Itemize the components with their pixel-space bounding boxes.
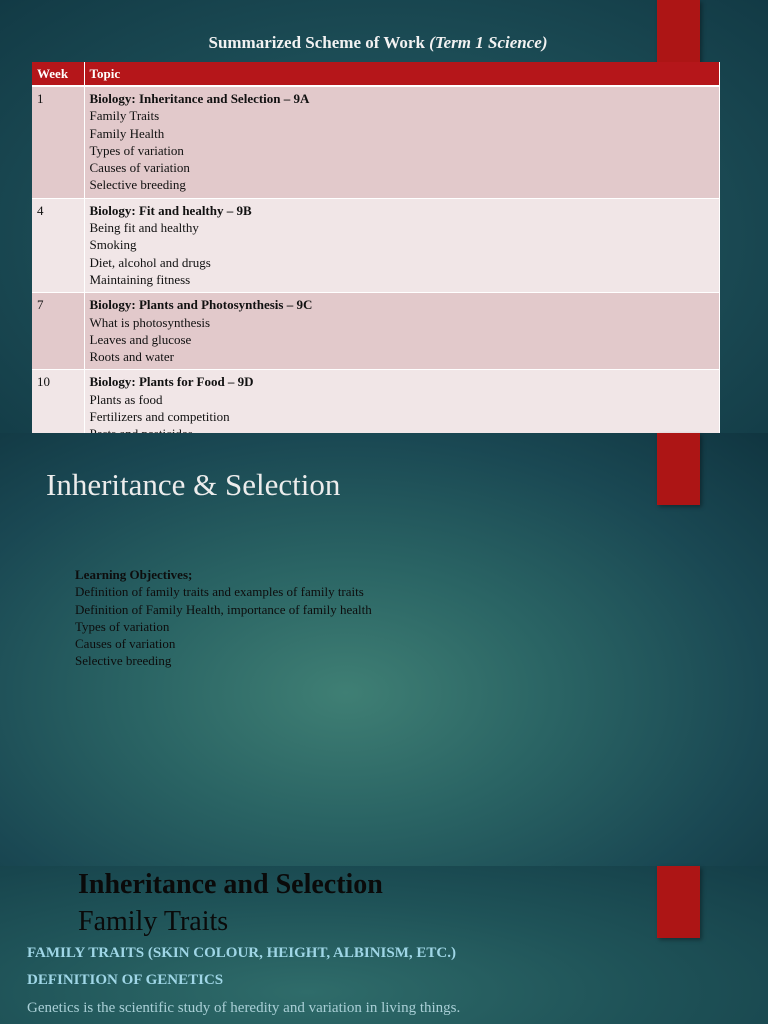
topic-item: Types of variation [89, 142, 184, 158]
week-cell: 4 [32, 198, 84, 292]
week-cell: 10 [32, 370, 84, 447]
topic-item: Being fit and healthy [89, 220, 199, 236]
title-italic: (Term 1 Science) [429, 33, 548, 52]
objective-item: Causes of variation [75, 636, 176, 652]
topic-heading: Biology: Fit and healthy – 9B [89, 202, 252, 218]
slide-title [0, 33, 756, 53]
objective-item: Selective breeding [75, 653, 172, 669]
week-cell: 1 [32, 86, 84, 198]
topic-item: Maintaining fitness [89, 271, 191, 287]
section-heading: FAMILY TRAITS (SKIN COLOUR, HEIGHT, ALBINISM, ETC.) [27, 945, 456, 961]
objective-item: Types of variation [75, 618, 170, 634]
objective-item: Definition of family traits and examples of family traits [75, 584, 364, 600]
topic-heading: Biology: Plants and Photosynthesis – 9C [89, 297, 313, 313]
topic-item: Family Traits [89, 108, 160, 124]
body-text: Genetics is the scientific study of heredity and variation in living things. [27, 1000, 461, 1016]
accent-red-bar [657, 433, 700, 505]
scheme-table [32, 62, 720, 448]
topic-item: Causes of variation [89, 160, 190, 176]
topic-item: Family Health [89, 125, 165, 141]
topic-item: Plants as food [89, 391, 163, 407]
section-heading: DEFINITION OF GENETICS [27, 972, 224, 988]
topic-cell [84, 293, 720, 370]
slide-title: Inheritance and Selection [78, 869, 383, 900]
topic-item: What is photosynthesis [89, 314, 211, 330]
topic-item: Selective breeding [89, 177, 186, 193]
slide-scheme-of-work [0, 0, 768, 433]
topic-item: Diet, alcohol and drugs [89, 254, 211, 270]
table-header-row [32, 62, 720, 86]
topic-item: Smoking [89, 237, 137, 253]
week-cell: 7 [32, 293, 84, 370]
table-row [32, 198, 720, 292]
table-row [32, 293, 720, 370]
header-week: Week [32, 62, 84, 86]
table-row [32, 86, 720, 198]
topic-heading: Biology: Plants for Food – 9D [89, 374, 254, 390]
objective-item: Definition of Family Health, importance of family health [75, 601, 372, 617]
topic-item: Roots and water [89, 349, 174, 365]
topic-heading: Biology: Inheritance and Selection – 9A [89, 91, 310, 106]
slide-inheritance-selection [0, 433, 768, 866]
objectives-heading: Learning Objectives; [75, 567, 193, 582]
title-main: Summarized Scheme of Work [208, 33, 430, 52]
slide-title: Inheritance & Selection [46, 467, 341, 502]
topic-item: Leaves and glucose [89, 331, 192, 347]
slide-family-traits [0, 866, 768, 1024]
slide-subtitle: Family Traits [78, 906, 229, 937]
topic-cell [84, 198, 720, 292]
accent-red-bar [657, 0, 700, 64]
accent-red-bar [657, 866, 700, 938]
learning-objectives [75, 566, 372, 670]
header-topic: Topic [84, 62, 720, 86]
topic-item: Fertilizers and competition [89, 409, 230, 425]
topic-cell [84, 86, 720, 198]
